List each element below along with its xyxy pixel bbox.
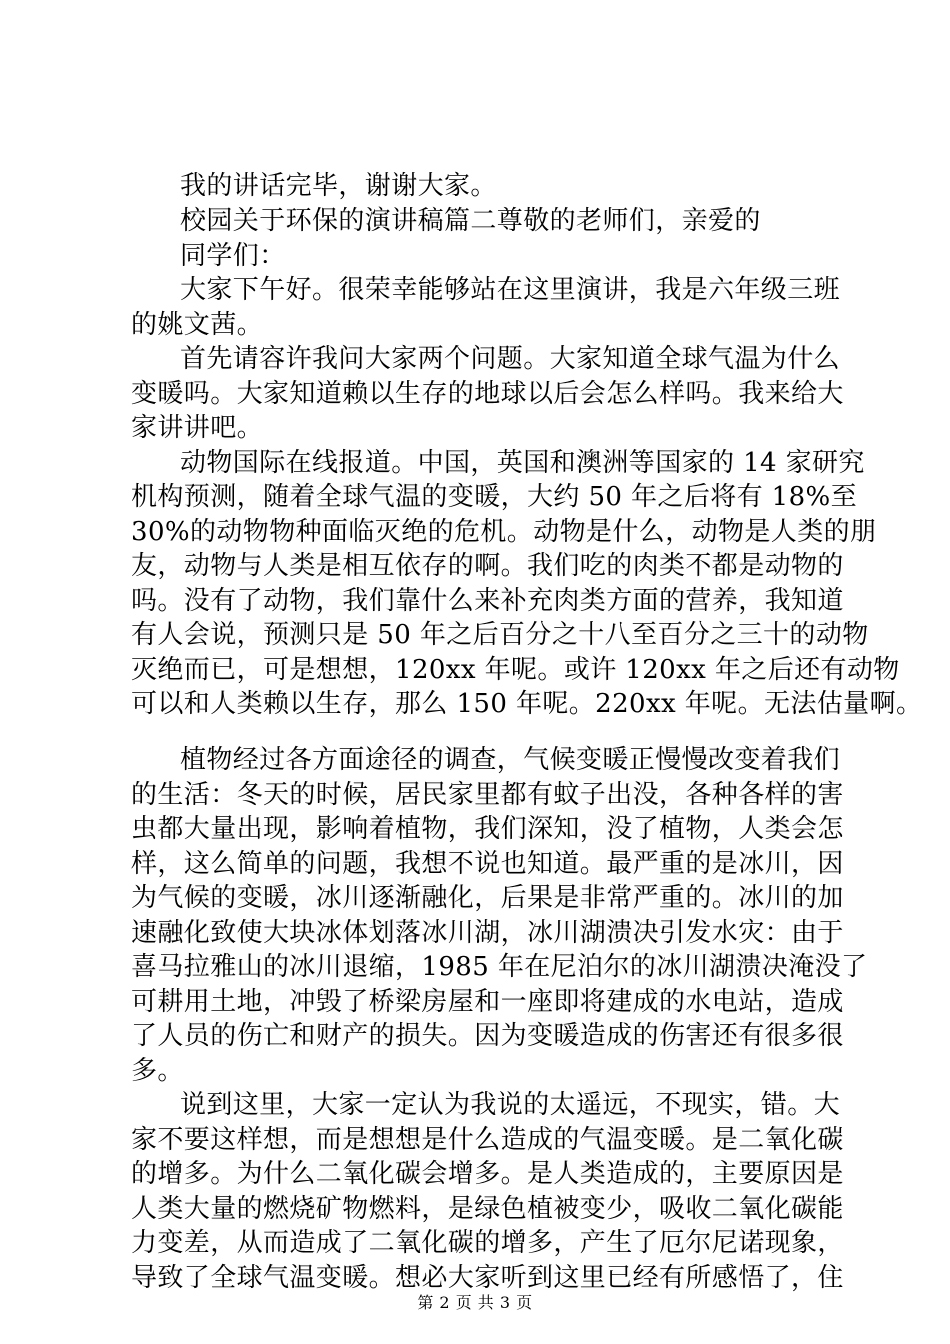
text-line: 导致了全球气温变暖。想必大家听到这里已经有所感悟了，住 — [131, 1263, 844, 1293]
text-line: 动物国际在线报道。中国，英国和澳洲等国家的 14 家研究 — [180, 448, 865, 478]
text-line: 有人会说，预测只是 50 年之后百分之十八至百分之三十的动物 — [131, 620, 869, 650]
text-line: 30%的动物物种面临灭绝的危机。动物是什么，动物是人类的朋 — [131, 517, 877, 547]
text-line: 变暖吗。大家知道赖以生存的地球以后会怎么样吗。我来给大 — [131, 379, 844, 409]
text-line: 机构预测，随着全球气温的变暖，大约 50 年之后将有 18%至 — [131, 482, 858, 512]
text-line: 可耕用土地，冲毁了桥梁房屋和一座即将建成的水电站，造成 — [131, 987, 844, 1017]
text-line: 大家下午好。很荣幸能够站在这里演讲，我是六年级三班 — [180, 275, 841, 305]
text-line: 速融化致使大块冰体划落冰川湖，冰川湖溃决引发水灾：由于 — [131, 918, 844, 948]
text-line: 吗。没有了动物，我们靠什么来补充肉类方面的营养，我知道 — [131, 586, 844, 616]
page-footer: 第 2 页 共 3 页 — [417, 1293, 533, 1312]
text-line: 样，这么简单的问题，我想不说也知道。最严重的是冰川，因 — [131, 849, 844, 879]
text-line: 了人员的伤亡和财产的损失。因为变暖造成的伤害还有很多很 — [131, 1021, 844, 1051]
text-line: 友，动物与人类是相互依存的啊。我们吃的肉类不都是动物的 — [131, 551, 844, 581]
text-line: 的姚文茜。 — [131, 310, 264, 340]
text-line: 的生活：冬天的时候，居民家里都有蚊子出没，各种各样的害 — [131, 780, 844, 810]
text-line: 灭绝而已，可是想想，120xx 年呢。或许 120xx 年之后还有动物 — [131, 655, 900, 685]
text-line: 喜马拉雅山的冰川退缩，1985 年在尼泊尔的冰川湖溃决淹没了 — [131, 952, 868, 982]
text-line: 家不要这样想，而是想想是什么造成的气温变暖。是二氧化碳 — [131, 1125, 844, 1155]
text-line: 同学们： — [180, 241, 286, 271]
text-line: 首先请容许我问大家两个问题。大家知道全球气温为什么 — [180, 344, 841, 374]
text-line: 我的讲话完毕，谢谢大家。 — [180, 171, 497, 201]
text-line: 为气候的变暖，冰川逐渐融化，后果是非常严重的。冰川的加 — [131, 883, 844, 913]
text-line: 家讲讲吧。 — [131, 413, 264, 443]
text-line: 人类大量的燃烧矿物燃料，是绿色植被变少，吸收二氧化碳能 — [131, 1194, 844, 1224]
text-line: 校园关于环保的演讲稿篇二尊敬的老师们，亲爱的 — [180, 206, 761, 236]
text-line: 的增多。为什么二氧化碳会增多。是人类造成的，主要原因是 — [131, 1159, 844, 1189]
text-line: 多。 — [131, 1056, 184, 1086]
text-line: 虫都大量出现，影响着植物，我们深知，没了植物，人类会怎 — [131, 814, 844, 844]
text-line: 力变差，从而造成了二氧化碳的增多，产生了厄尔尼诺现象， — [131, 1228, 844, 1258]
text-line: 可以和人类赖以生存，那么 150 年呢。220xx 年呢。无法估量啊。 — [131, 689, 923, 719]
text-line: 说到这里，大家一定认为我说的太遥远，不现实，错。大 — [180, 1090, 841, 1120]
text-line: 植物经过各方面途径的调查，气候变暖正慢慢改变着我们 — [180, 745, 841, 775]
